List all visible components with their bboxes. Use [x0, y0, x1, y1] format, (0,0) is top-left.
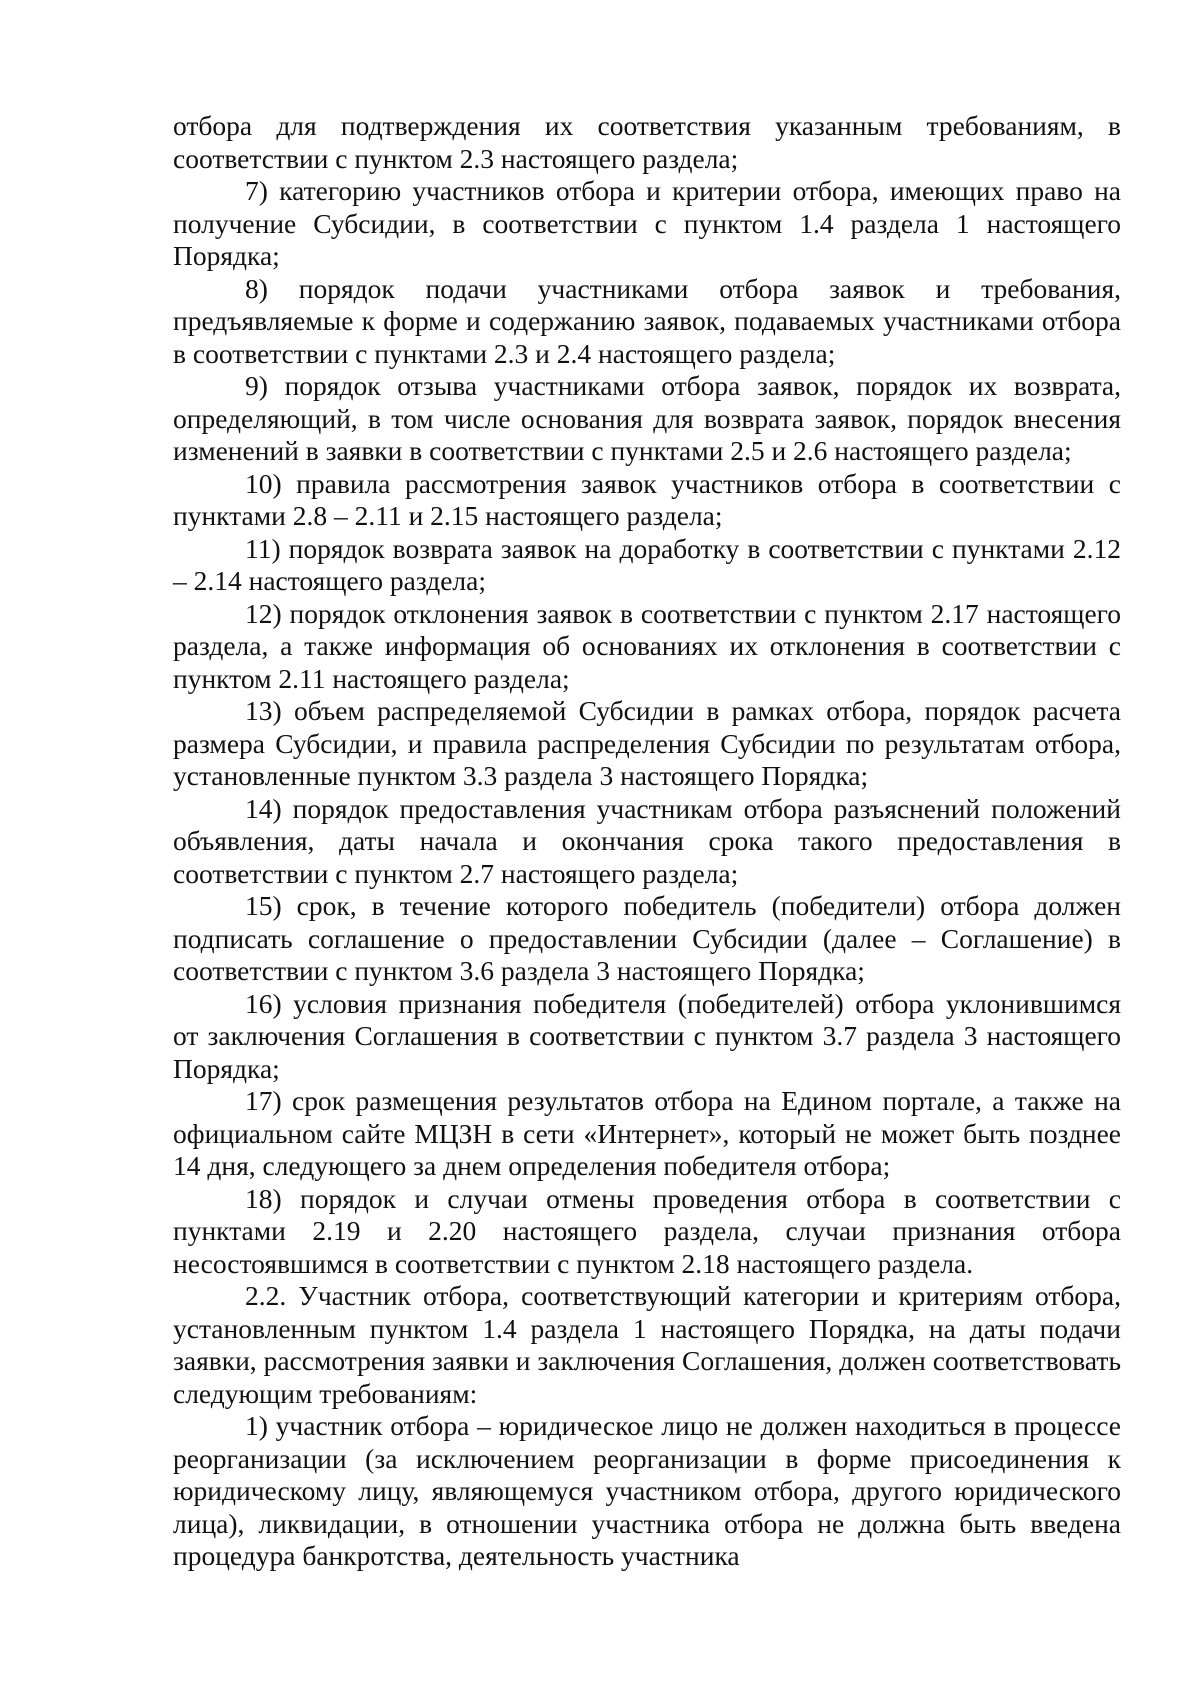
paragraph-continuation: отбора для подтверждения их соответствия указанным требованиям, в соответствии с пунктом 2.3 настоящего раздела;: [173, 110, 1121, 174]
paragraph-section-2-2: 2.2. Участник отбора, соответствующий категории и критериям отбора, установленным пунктом 1.4 раздела 1 настоящего Порядка, на даты подачи заявки, рассмотрения заявки и заключения Соглашения, должен соответствовать следующим требованиям:: [173, 1280, 1121, 1409]
document-page: [173, 110, 1121, 1573]
paragraph-item-15: 15) срок, в течение которого победитель (победители) отбора должен подписать соглашение о предоставлении Субсидии (далее – Соглашение) в соответствии с пунктом 3.6 раздела 3 настоящего Порядка;: [173, 890, 1121, 986]
paragraph-requirement-1: 1) участник отбора – юридическое лицо не должен находиться в процессе реорганизации (за исключением реорганизации в форме присоединения к юридическому лицу, являющемуся участником отбора, другого юридического лица), ликвидации, в отношении участника отбора не должна быть введена процедура банкротства, деятельность участника: [173, 1410, 1121, 1571]
paragraph-item-13: 13) объем распределяемой Субсидии в рамках отбора, порядок расчета размера Субсидии, и правила распределения Субсидии по результатам отбора, установленные пунктом 3.3 раздела 3 настоящего Порядка;: [173, 695, 1121, 791]
paragraph-item-18: 18) порядок и случаи отмены проведения отбора в соответствии с пунктами 2.19 и 2.20 настоящего раздела, случаи признания отбора несостоявшимся в соответствии с пунктом 2.18 настоящего раздела.: [173, 1182, 1121, 1279]
paragraph-item-8: 8) порядок подачи участниками отбора заявок и требования, предъявляемые к форме и содержанию заявок, подаваемых участниками отбора в соответствии с пунктами 2.3 и 2.4 настоящего раздела;: [173, 272, 1121, 369]
paragraph-item-17: 17) срок размещения результатов отбора на Едином портале, а также на официальном сайте МЦЗН в сети «Интернет», который не может быть позднее 14 дня, следующего за днем определения победителя отбора;: [173, 1085, 1121, 1181]
paragraph-item-12: 12) порядок отклонения заявок в соответствии с пунктом 2.17 настоящего раздела, а также информация об основаниях их отклонения в соответствии с пунктом 2.11 настоящего раздела;: [173, 597, 1121, 694]
paragraph-item-11: 11) порядок возврата заявок на доработку в соответствии с пунктами 2.12 – 2.14 настоящего раздела;: [173, 532, 1121, 596]
paragraph-item-16: 16) условия признания победителя (победителей) отбора уклонившимся от заключения Соглашения в соответствии с пунктом 3.7 раздела 3 настоящего Порядка;: [173, 987, 1121, 1084]
paragraph-item-9: 9) порядок отзыва участниками отбора заявок, порядок их возврата, определяющий, в том числе основания для возврата заявок, порядок внесения изменений в заявки в соответствии с пунктами 2.5 и 2.6 настоящего раздела;: [173, 370, 1121, 466]
paragraph-item-7: 7) категорию участников отбора и критерии отбора, имеющих право на получение Субсидии, в соответствии с пунктом 1.4 раздела 1 настоящего Порядка;: [173, 175, 1121, 271]
paragraph-item-10: 10) правила рассмотрения заявок участников отбора в соответствии с пунктами 2.8 – 2.11 и 2.15 настоящего раздела;: [173, 467, 1121, 531]
paragraph-item-14: 14) порядок предоставления участникам отбора разъяснений положений объявления, даты начала и окончания срока такого предоставления в соответствии с пунктом 2.7 настоящего раздела;: [173, 792, 1121, 889]
